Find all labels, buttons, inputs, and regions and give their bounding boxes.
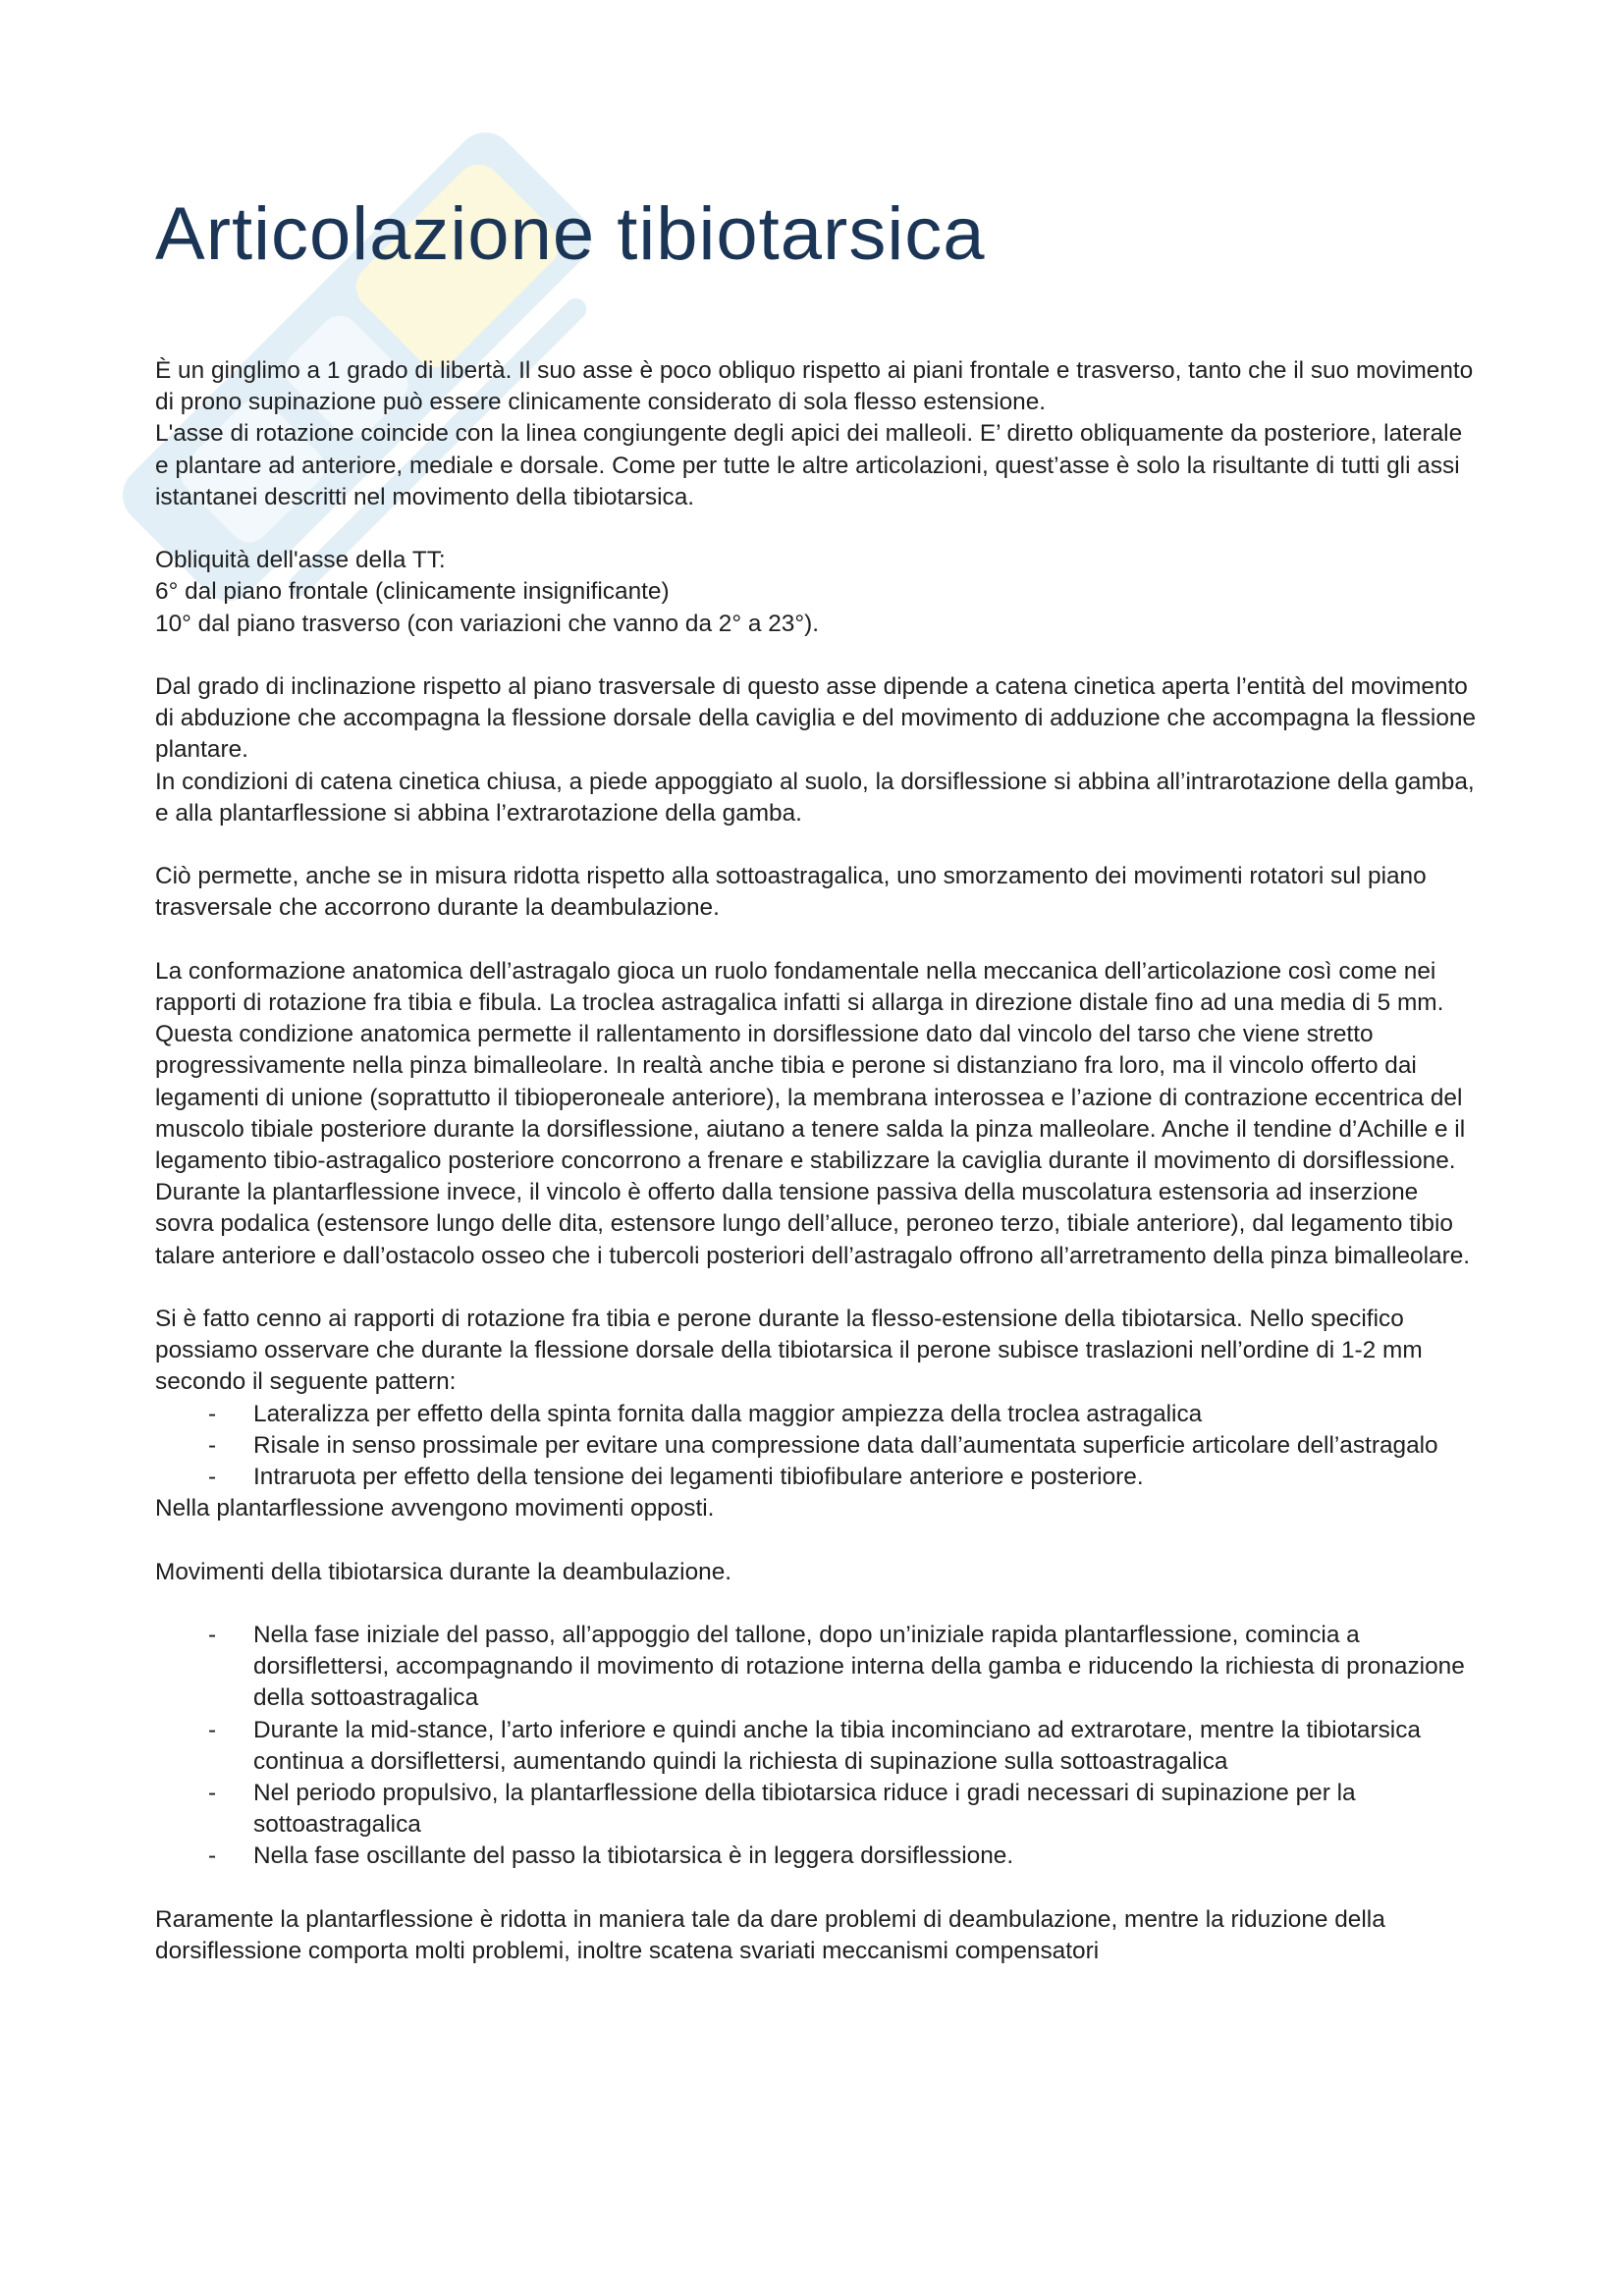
paragraph: Movimenti della tibiotarsica durante la deambulazione. [155,1558,732,1585]
paragraph: L'asse di rotazione coincide con la linea congiungente degli apici dei malleoli. E’ diretto obliquamente da posteriore, laterale e plantare ad anteriore, mediale e dorsale. Come per tutte le altre articolazioni, quest’asse è solo la risultante di tutti gli assi istantanei descritti nel movimento della tibiotarsica. [155,420,1463,510]
list-item: - Risale in senso prossimale per evitare una compressione data dall’aumentata superficie articolare dell’astragalo [253,1430,1481,1462]
list-item: - Intraruota per effetto della tensione dei legamenti tibiofibulare anteriore e posteriore. [253,1462,1481,1493]
document-body [155,355,1481,1967]
paragraph: 10° dal piano trasverso (con variazioni che vanno da 2° a 23°). [155,610,820,637]
paragraph: In condizioni di catena cinetica chiusa, a piede appoggiato al suolo, la dorsiflessione si abbina all’intrarotazione della gamba, e alla plantarflessione si abbina l’extrarotazione della gamba. [155,768,1475,827]
list-item: - Nella fase oscillante del passo la tibiotarsica è in leggera dorsiflessione. [253,1841,1481,1872]
paragraph: Raramente la plantarflessione è ridotta in maniera tale da dare problemi di deambulazione, mentre la riduzione della dorsiflessione comporta molti problemi, inoltre scatena svariati meccanismi compensatori [155,1905,1385,1965]
list-item: - Lateralizza per effetto della spinta fornita dalla maggior ampiezza della troclea astragalica [253,1399,1481,1430]
paragraph: Nella plantarflessione avvengono movimenti opposti. [155,1495,715,1522]
paragraph: È un ginglimo a 1 grado di libertà. Il suo asse è poco obliquo rispetto ai piani frontale e trasverso, tanto che il suo movimento di prono supinazione può essere clinicamente considerato di sola flesso estensione. [155,357,1474,416]
fibula-translation-list [155,1399,1481,1494]
list-item: - Nella fase iniziale del passo, all’appoggio del tallone, dopo un’iniziale rapida plantarflessione, comincia a dorsiflettersi, accompagnando il movimento di rotazione interna della gamba e riducendo la richiesta di pronazione della sottoastragalica [253,1620,1481,1715]
document-title: Articolazione tibiotarsica [155,192,986,276]
gait-movements-list [155,1620,1481,1873]
paragraph: Obliquità dell'asse della TT: [155,547,446,574]
paragraph: Ciò permette, anche se in misura ridotta rispetto alla sottoastragalica, uno smorzamento dei movimenti rotatori sul piano trasversale che accorrono durante la deambulazione. [155,863,1427,922]
list-item: - Durante la mid-stance, l’arto inferiore e quindi anche la tibia incominciano ad extrarotare, mentre la tibiotarsica continua a dorsiflettersi, aumentando quindi la richiesta di supinazione sulla sottoastragalica [253,1715,1481,1778]
list-item: - Nel periodo propulsivo, la plantarflessione della tibiotarsica riduce i gradi necessari di supinazione per la sottoastragalica [253,1778,1481,1841]
paragraph: 6° dal piano frontale (clinicamente insignificante) [155,578,670,606]
paragraph: Dal grado di inclinazione rispetto al piano trasversale di questo asse dipende a catena cinetica aperta l’entità del movimento di abduzione che accompagna la flessione dorsale della caviglia e del movimento di adduzione che accompagna la flessione plantare. [155,673,1477,764]
paragraph: Si è fatto cenno ai rapporti di rotazione fra tibia e perone durante la flesso-estensione della tibiotarsica. Nello specifico possiamo osservare che durante la flessione dorsale della tibiotarsica il perone subisce traslazioni nell’ordine di 1-2 mm secondo il seguente pattern: [155,1306,1423,1396]
paragraph: La conformazione anatomica dell’astragalo gioca un ruolo fondamentale nella meccanica dell’articolazione così come nei rapporti di rotazione fra tibia e fibula. La troclea astragalica infatti si allarga in direzione distale fino ad una media di 5 mm. Questa condizione anatomica permette il rallentamento in dorsiflessione dato dal vincolo del tarso che viene stretto progressivamente nella pinza bimalleolare. In realtà anche tibia e perone si distanziano fra loro, ma il vincolo offerto dai legamenti di unione (soprattutto il tibioperoneale anteriore), la membrana interossea e l’azione di contrazione eccentrica del muscolo tibiale posteriore durante la dorsiflessione, aiutano a tenere salda la pinza malleolare. Anche il tendine d’Achille e il legamento tibio-astragalico posteriore concorrono a frenare e stabilizzare la caviglia durante il movimento di dorsiflessione. [155,957,1466,1175]
paragraph: Durante la plantarflessione invece, il vincolo è offerto dalla tensione passiva della muscolatura estensoria ad inserzione sovra podalica (estensore lungo delle dita, estensore lungo dell’alluce, peroneo terzo, tibiale anteriore), dal legamento tibio talare anteriore e dall’ostacolo osseo che i tubercoli posteriori dell’astragalo offrono all’arretramento della pinza bimalleolare. [155,1179,1471,1269]
